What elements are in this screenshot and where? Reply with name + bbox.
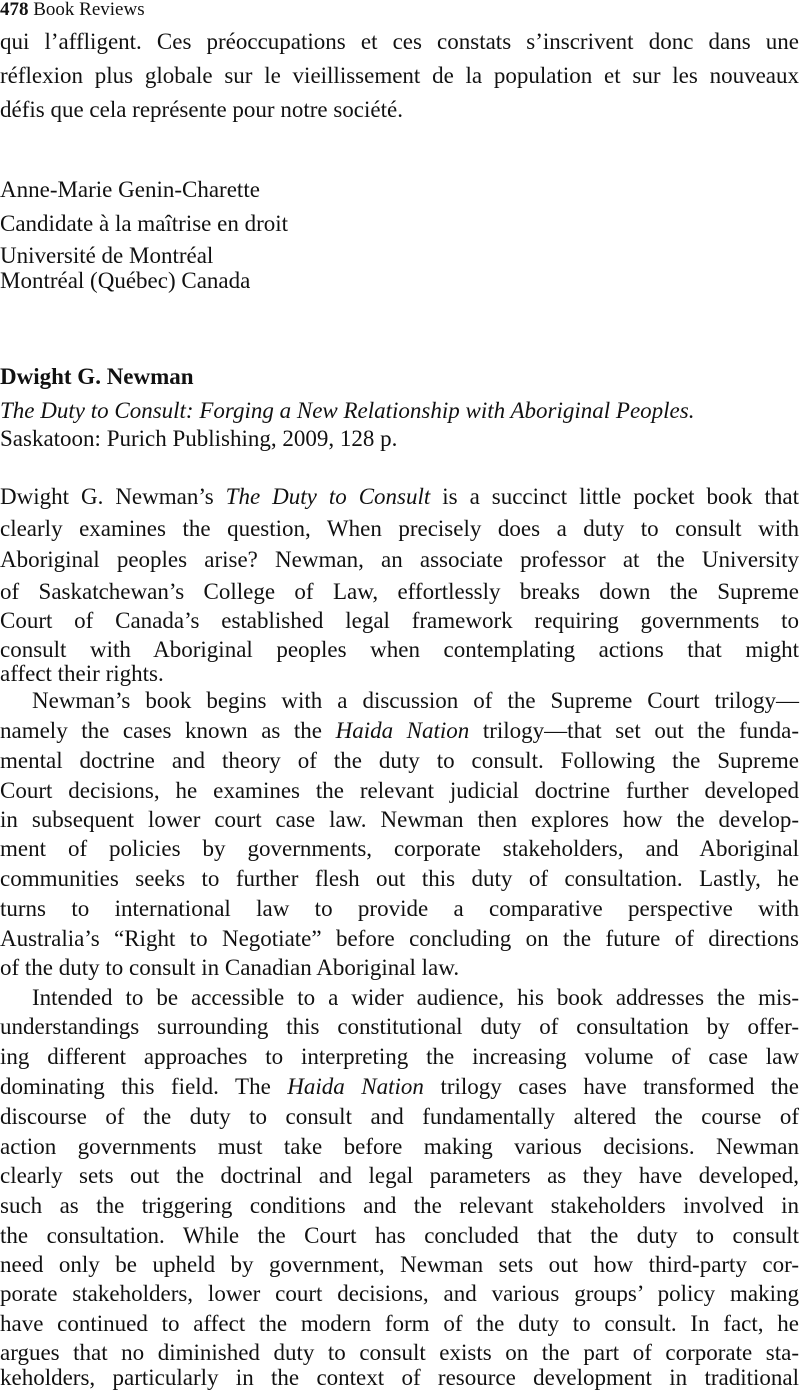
text-line: ment of policies by governments, corporate stakeholders, and Aboriginal <box>0 836 799 861</box>
book-title: The Duty to Consult: Forging a New Relationship with Aboriginal Peoples. <box>0 398 695 423</box>
reviewer-institution: Université de Montréal <box>0 243 214 268</box>
text-line: have continued to affect the modern form of the duty to consult. In fact, he <box>0 1311 799 1336</box>
text-line: communities seeks to further flesh out this duty of consultation. Lastly, he <box>0 866 799 891</box>
text-line: turns to international law to provide a comparative perspective with <box>0 896 799 921</box>
text-line: of Saskatchewan’s College of Law, effortlessly breaks down the Supreme <box>0 579 799 604</box>
text-line: Dwight G. Newman’s The Duty to Consult is a succinct little pocket book that <box>0 484 799 509</box>
text-line: action governments must take before making various decisions. Newman <box>0 1134 799 1159</box>
text-line: the consultation. While the Court has concluded that the duty to consult <box>0 1223 799 1248</box>
text-line: need only be upheld by government, Newman sets out how third-party cor- <box>0 1252 799 1277</box>
text-line: argues that no diminished duty to consult exists on the part of corporate sta- <box>0 1340 799 1365</box>
text-line: qui l’affligent. Ces préoccupations et ces constats s’inscrivent donc dans une <box>0 29 799 54</box>
text-line: dominating this field. The Haida Nation trilogy cases have transformed the <box>0 1074 799 1099</box>
text-line: Newman’s book begins with a discussion of the Supreme Court trilogy— <box>32 688 799 713</box>
text-line: Court decisions, he examines the relevant judicial doctrine further developed <box>0 778 799 803</box>
reviewer-title: Candidate à la maîtrise en droit <box>0 211 289 236</box>
text-line: réflexion plus globale sur le vieillissement de la population et sur les nouveaux <box>0 63 799 88</box>
book-author: Dwight G. Newman <box>0 364 194 389</box>
page-number: 478 <box>0 0 29 20</box>
case-name-inline: Haida Nation <box>335 718 470 743</box>
text-line: understandings surrounding this constitutional duty of consultation by offer- <box>0 1014 799 1039</box>
text-line: consult with Aboriginal peoples when contemplating actions that might <box>0 637 799 662</box>
text-line: ing different approaches to interpreting the increasing volume of case law <box>0 1044 799 1069</box>
running-header <box>0 0 145 23</box>
book-title-inline: The Duty to Consult <box>225 484 431 509</box>
text-line: affect their rights. <box>0 661 164 686</box>
book-publisher: Saskatoon: Purich Publishing, 2009, 128 p. <box>0 426 398 451</box>
text-line: Intended to be accessible to a wider audience, his book addresses the mis- <box>32 985 799 1010</box>
text-line: namely the cases known as the Haida Nation trilogy—that set out the funda- <box>0 718 799 743</box>
text-line: clearly sets out the doctrinal and legal parameters as they have developed, <box>0 1163 799 1188</box>
text-line: Court of Canada’s established legal framework requiring governments to <box>0 608 799 633</box>
text-line: clearly examines the question, When precisely does a duty to consult with <box>0 516 799 541</box>
text-line: discourse of the duty to consult and fundamentally altered the course of <box>0 1104 799 1129</box>
text-line: Aboriginal peoples arise? Newman, an associate professor at the University <box>0 547 799 572</box>
text-line: Australia’s “Right to Negotiate” before concluding on the future of directions <box>0 926 799 951</box>
text-line: in subsequent lower court case law. Newman then explores how the develop- <box>0 807 799 832</box>
section-title: Book Reviews <box>33 0 145 20</box>
text-line: of the duty to consult in Canadian Aboriginal law. <box>0 955 460 980</box>
text-line: such as the triggering conditions and the relevant stakeholders involved in <box>0 1193 799 1218</box>
case-name-inline: Haida Nation <box>287 1074 424 1099</box>
text-line: porate stakeholders, lower court decisions, and various groups’ policy making <box>0 1281 799 1306</box>
reviewer-name: Anne-Marie Genin-Charette <box>0 177 260 202</box>
text-line: mental doctrine and theory of the duty to consult. Following the Supreme <box>0 748 799 773</box>
reviewer-location: Montréal (Québec) Canada <box>0 268 251 293</box>
text-line: défis que cela représente pour notre société. <box>0 97 403 122</box>
text-line: keholders, particularly in the context of resource development in traditional <box>0 1365 799 1390</box>
